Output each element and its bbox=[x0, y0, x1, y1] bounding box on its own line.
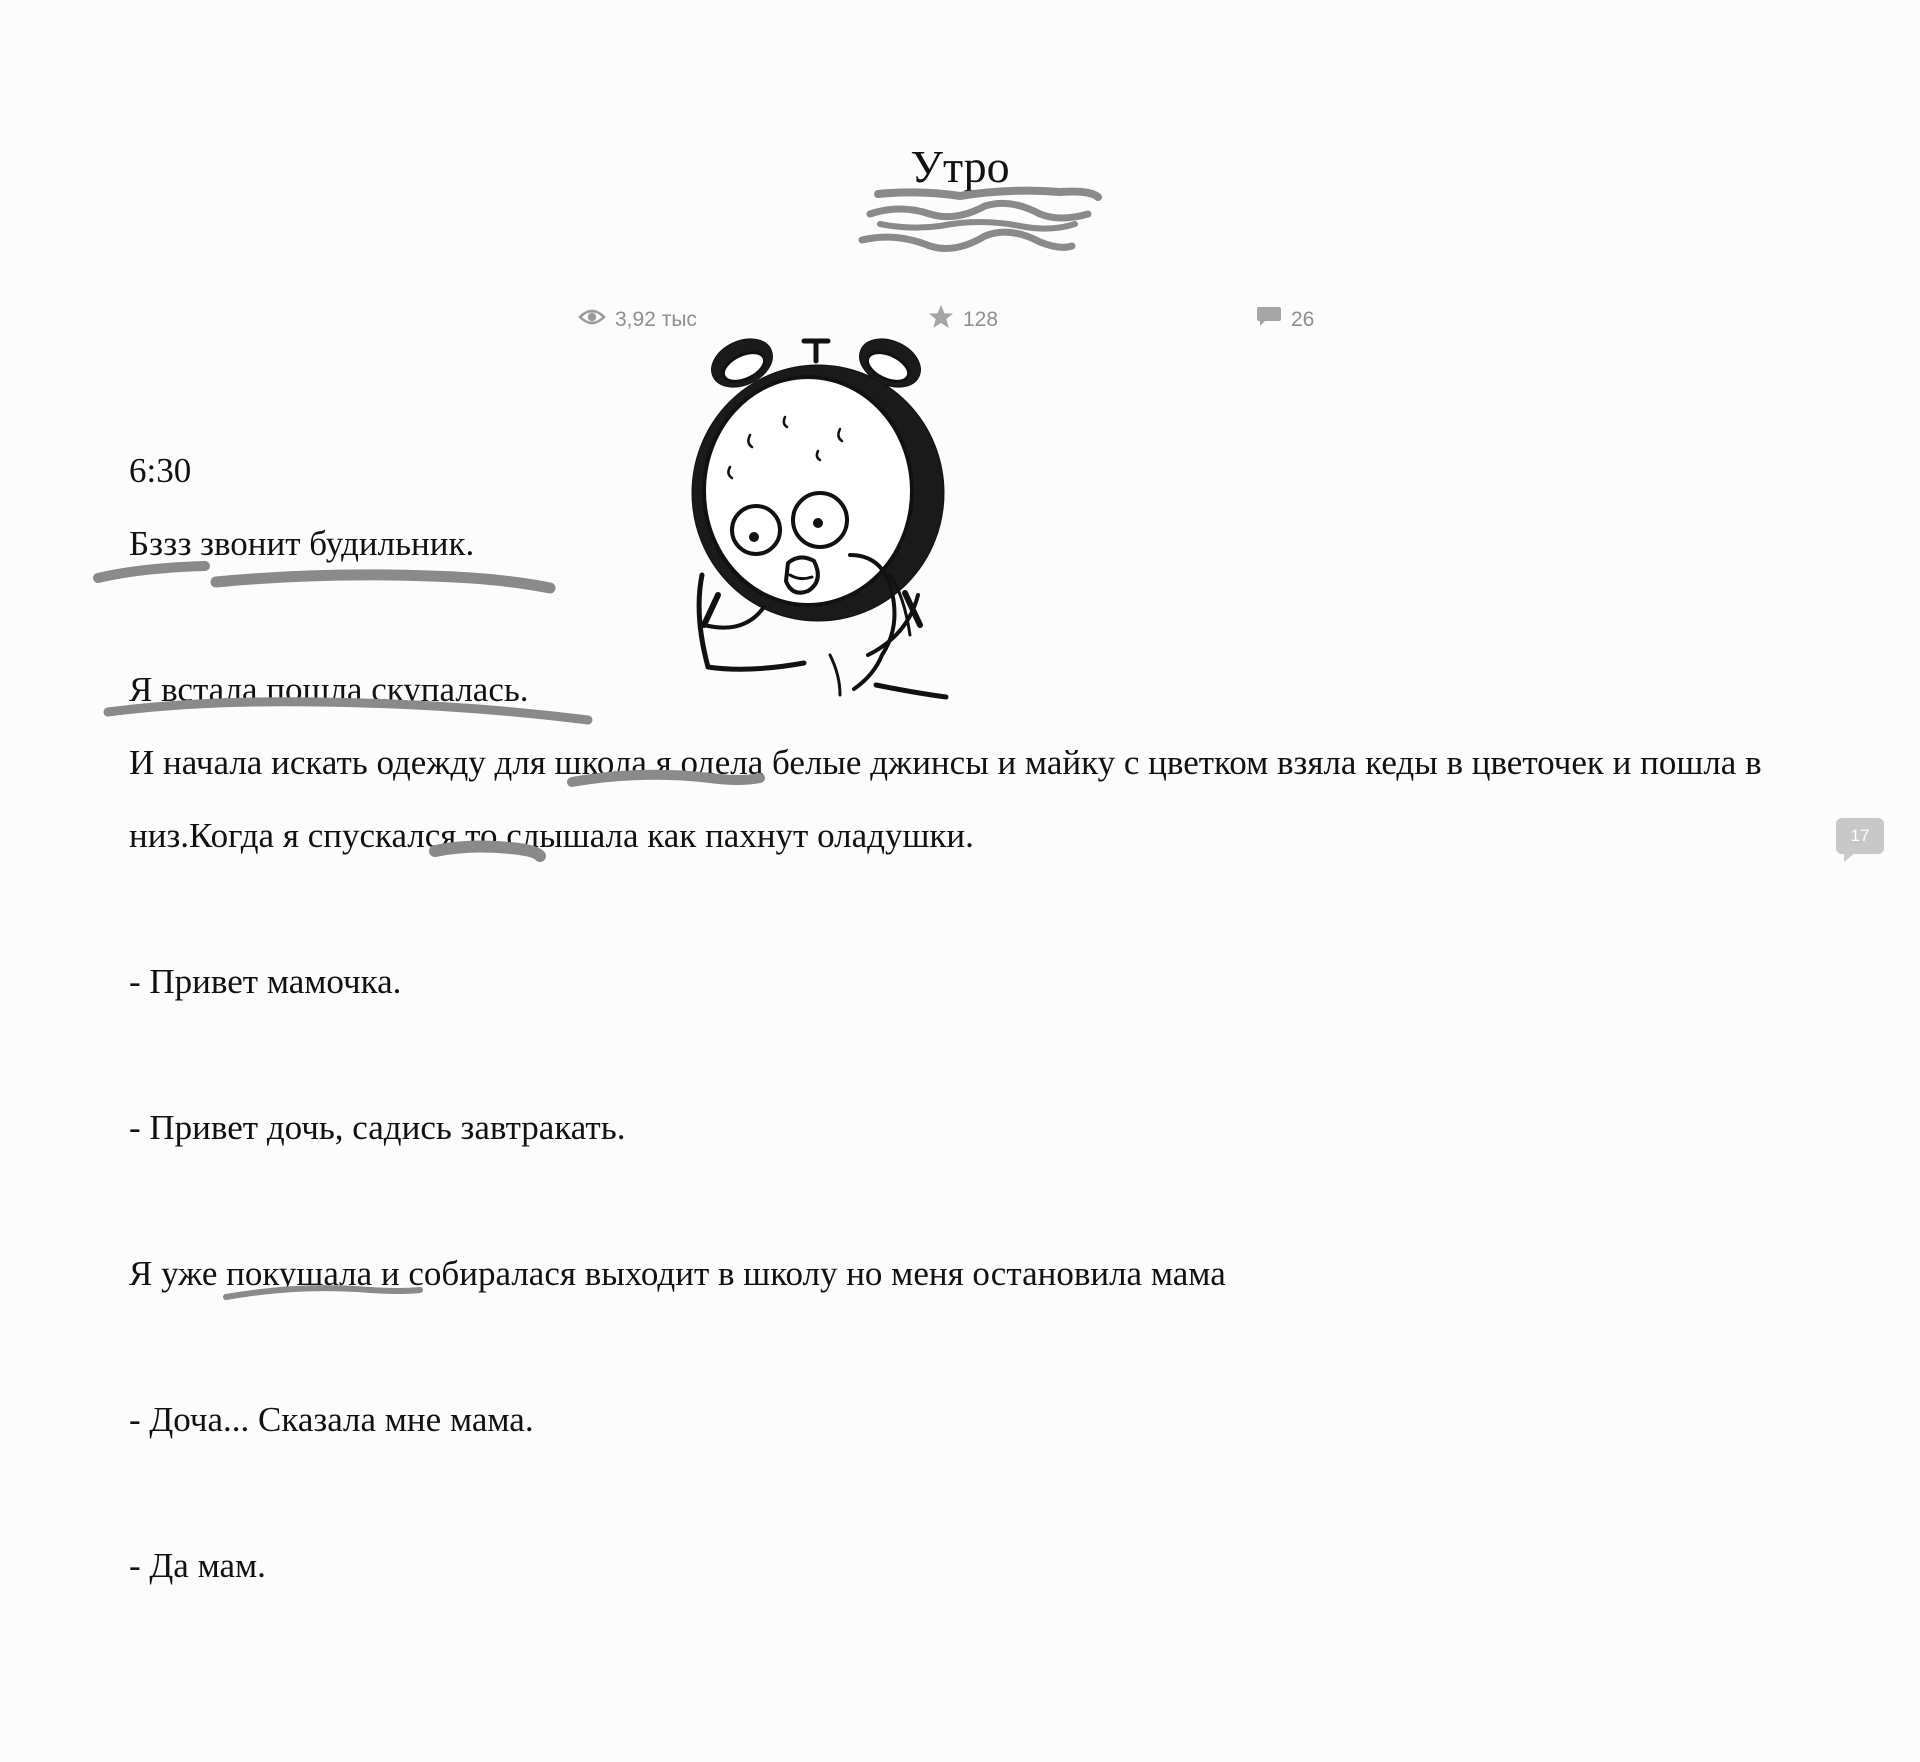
comment-bubble-icon[interactable] bbox=[1836, 818, 1884, 854]
title-scribble bbox=[880, 222, 1075, 229]
blank-line bbox=[129, 1310, 1769, 1383]
views-stat bbox=[578, 302, 697, 338]
comment-icon bbox=[1256, 305, 1282, 335]
alarm-clock-sticker bbox=[690, 325, 960, 710]
comment-bubble-tail bbox=[1844, 852, 1856, 862]
story-time: 6:30 bbox=[129, 451, 192, 490]
comments-count: 26 bbox=[1291, 308, 1315, 331]
story-paragraph: - Доча... Сказала мне мама. bbox=[129, 1400, 534, 1439]
comments-stat bbox=[1256, 302, 1314, 338]
paragraph-comment-button[interactable] bbox=[1836, 818, 1886, 866]
blank-line bbox=[129, 1164, 1769, 1237]
blank-line bbox=[129, 1456, 1769, 1529]
eye-icon bbox=[578, 307, 606, 333]
blank-line bbox=[129, 872, 1769, 945]
views-count: 3,92 тыс bbox=[615, 308, 697, 331]
blank-line bbox=[129, 1018, 1769, 1091]
title-scribble bbox=[870, 203, 1088, 218]
story-paragraph: - Привет мамочка. bbox=[129, 962, 402, 1001]
chapter-title: Утро bbox=[910, 141, 1010, 192]
story-paragraph: Бззз звонит будильник. bbox=[129, 524, 475, 563]
story-paragraph: Я встала пошла скупалась. bbox=[129, 670, 529, 709]
paragraph-comment-count: 17 bbox=[1850, 826, 1870, 845]
title-scribble bbox=[862, 232, 1072, 248]
story-paragraph: И начала искать одежду для школа я одела белые джинсы и майку с цветком взяла кеды в цветочек и пошла в низ.Когда я спускался то слышала как пахнут оладушки. bbox=[129, 743, 1762, 855]
story-paragraph: - Да мам. bbox=[129, 1546, 266, 1585]
story-paragraph: - Привет дочь, садись завтракать. bbox=[129, 1108, 626, 1147]
story-paragraph: Я уже покушала и собиралася выходит в школу но меня остановила мама bbox=[129, 1254, 1226, 1293]
stars-count: 128 bbox=[963, 308, 999, 331]
